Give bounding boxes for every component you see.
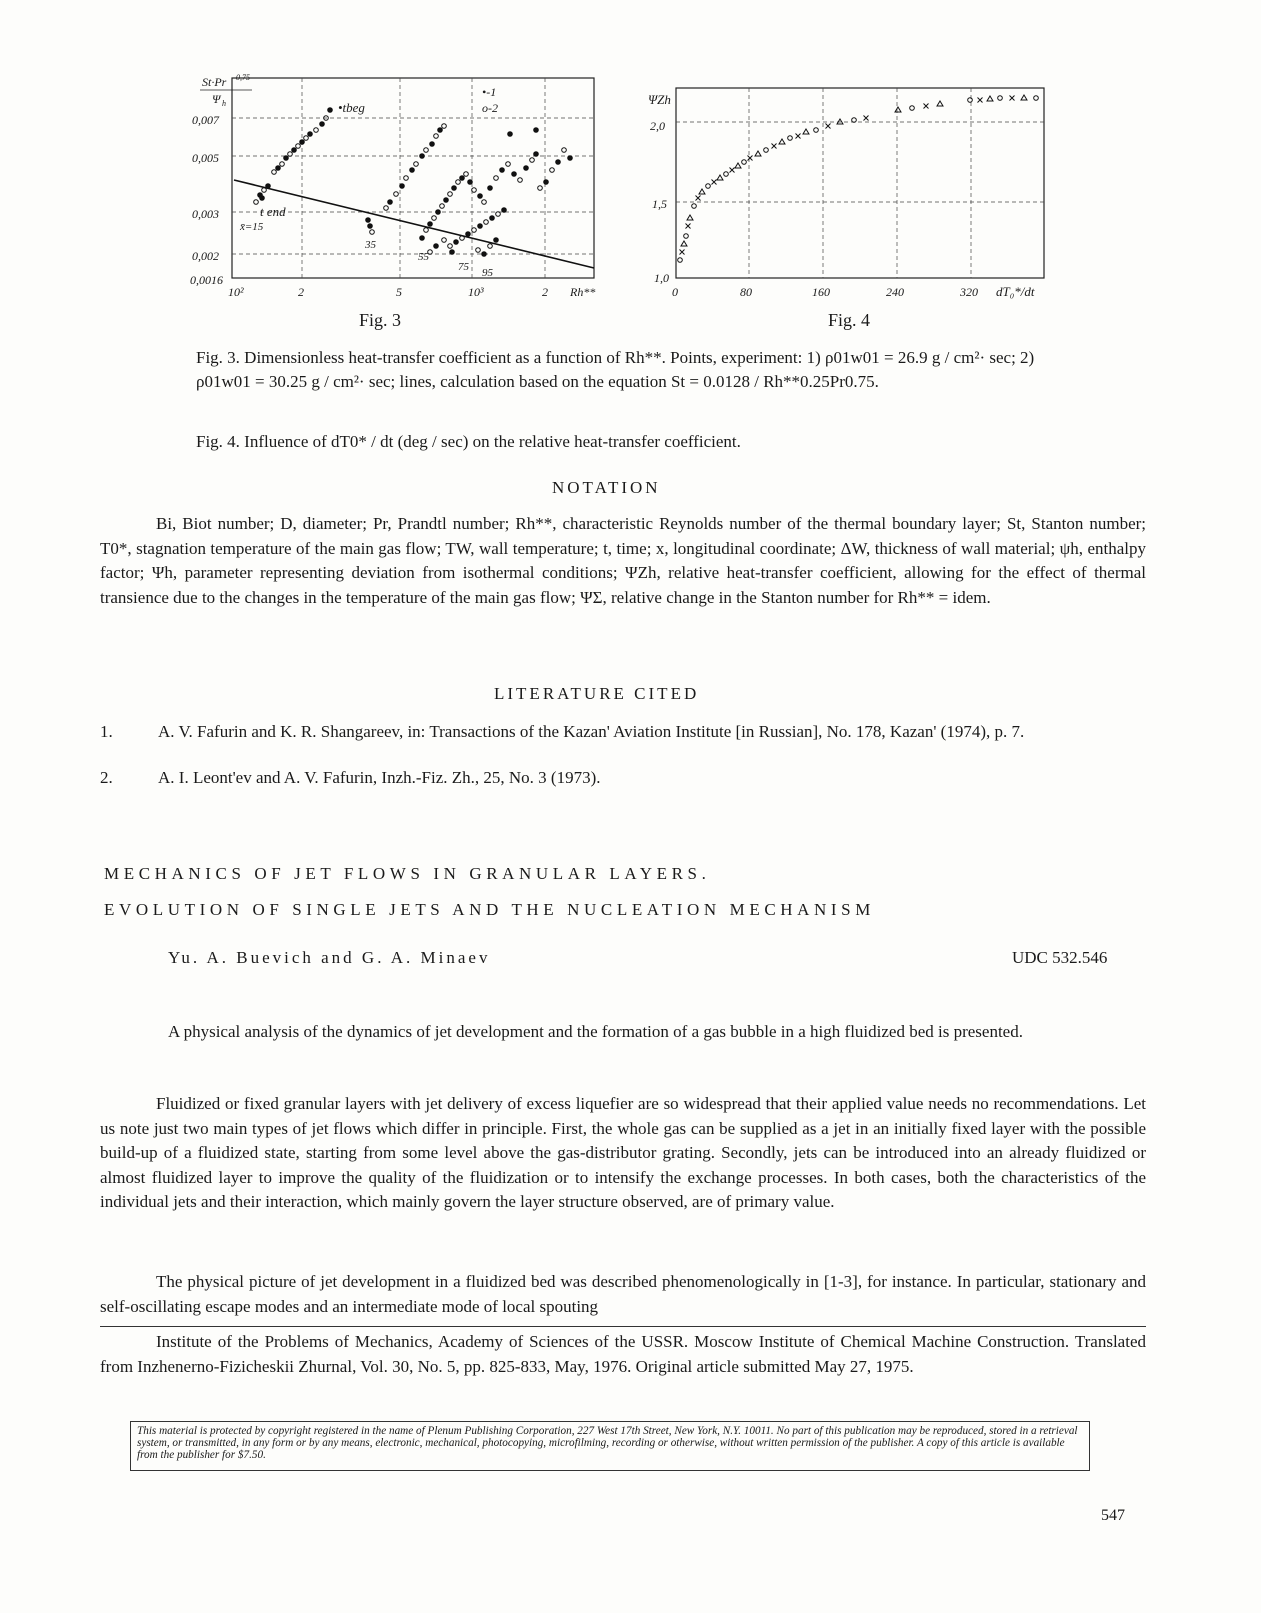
fig3-point: [496, 212, 501, 217]
fig3-scatter: [254, 108, 573, 257]
fig3-point: [468, 180, 473, 185]
fig3-ytick-4: 0,0016: [190, 273, 223, 287]
article-paragraph-2: The physical picture of jet development in a fluidized bed was described phenomenologically in [1-3], for instance. In particular, stationary and self-oscillating escape modes and an intermediate mode of local spouting: [100, 1272, 1146, 1316]
fig3-point: [384, 206, 389, 211]
fig4-ylabel: ΨZh: [648, 92, 671, 107]
fig3-point: [288, 152, 293, 157]
article-abstract: A physical analysis of the dynamics of jet development and the formation of a gas bubble in a high fluidized bed is presented.: [168, 1022, 1023, 1041]
fig3-xtick-1: 2: [298, 285, 304, 299]
fig4-xtick-4: 320: [960, 285, 978, 299]
fig3-point: [284, 156, 289, 161]
fig3-point: [320, 122, 325, 127]
fig3-legend-1: •-1: [482, 85, 497, 99]
fig4-point: [735, 163, 741, 168]
fig3-point: [488, 186, 493, 191]
fig3-point: [544, 180, 549, 185]
fig3-point: [478, 224, 483, 229]
fig4-point: [788, 136, 793, 141]
fig3-point: [508, 132, 513, 137]
fig3-xtick-4: 2: [542, 285, 548, 299]
fig3-point: [370, 230, 375, 235]
fig3-point: [530, 158, 535, 163]
fig3-xeq: x̄=15: [240, 221, 264, 233]
fig3-tend: t end: [260, 204, 286, 219]
fig3-point: [538, 186, 543, 191]
fig3-point: [280, 162, 285, 167]
fig3-point: [500, 168, 505, 173]
fig4-point: [755, 151, 761, 156]
literature-heading: LITERATURE CITED: [494, 684, 700, 703]
fig3-point: [534, 128, 539, 133]
fig4-ytick-0: 2,0: [650, 119, 665, 133]
fig3-point: [568, 156, 573, 161]
fig3-point: [436, 210, 441, 215]
copyright-notice: This material is protected by copyright registered in the name of Plenum Publishing Corporation, 227 West 17th Street, New York, N.Y. 10011. No part of this publication may be reproduced, stored in a retrieval system, or transmitted, in any form or by any means, electronic, mechanical, photocopying, microfilming, recording or otherwise, without written permission of the publisher. A copy of this article is available from the publisher for $7.50.: [130, 1421, 1090, 1471]
fig3-point: [314, 128, 319, 133]
fig3-point: [440, 204, 445, 209]
fig3-xtick-5: Rh**: [570, 285, 596, 299]
fig3-point: [430, 142, 435, 147]
fig4-point: [686, 224, 691, 229]
fig3-point: [266, 184, 271, 189]
fig3-point: [272, 170, 277, 175]
page-number: 547: [1101, 1507, 1125, 1524]
fig3-point: [438, 128, 443, 133]
fig3-point: [424, 228, 429, 233]
fig4-point: [864, 116, 869, 121]
reference-2-number: 2.: [100, 768, 113, 787]
fig3-point: [454, 240, 459, 245]
fig3-point: [482, 252, 487, 257]
figure-3-caption: Fig. 3. Dimensionless heat-transfer coefficient as a function of Rh**. Points, experiment: 1) ρ01w01 = 26.9 g / cm²· sec; 2) ρ01w01 = 30.25 g / cm²· sec; lines, calculation based on the equation St = 0.0128 / Rh**0.25Pr0.75.: [196, 348, 1035, 391]
fig4-point: [681, 241, 687, 246]
fig3-point: [428, 222, 433, 227]
fig3-point: [484, 220, 489, 225]
fig3-xtick-2: 5: [396, 285, 402, 299]
fig3-point: [494, 238, 499, 243]
fig4-point: [1010, 96, 1015, 101]
fig3-point: [276, 166, 281, 171]
fig3-point: [550, 168, 555, 173]
svg-text:h: h: [222, 99, 226, 108]
fig4-point: [968, 98, 973, 103]
fig3-point: [442, 124, 447, 129]
reference-2: [100, 766, 1146, 790]
fig4-point: [692, 204, 697, 209]
fig3-label-75: 75: [458, 261, 469, 273]
fig3-point: [442, 238, 447, 243]
fig3-point: [472, 188, 477, 193]
fig4-point: [910, 106, 915, 111]
fig3-point: [368, 224, 373, 229]
fig3-point: [400, 184, 405, 189]
fig3-point: [450, 250, 455, 255]
fig3-point: [260, 196, 265, 201]
fig3-point: [448, 244, 453, 249]
fig3-point: [524, 166, 529, 171]
fig3-ytick-0: 0,007: [192, 113, 219, 127]
fig3-label-35: 35: [365, 239, 376, 251]
fig4-point: [748, 156, 753, 161]
fig4-point: [937, 101, 943, 106]
fig3-point: [388, 200, 393, 205]
fig4-point: [852, 118, 857, 123]
reference-2-text: A. I. Leont'ev and A. V. Fafurin, Inzh.-Fiz. Zh., 25, No. 3 (1973).: [158, 768, 601, 787]
fig4-point: [706, 184, 711, 189]
fig3-ytick-1: 0,005: [192, 151, 219, 165]
fig3-point: [494, 176, 499, 181]
fig3-point: [452, 186, 457, 191]
fig4-point: [772, 144, 777, 149]
figure-4: [640, 80, 1060, 315]
article-title-line-1: MECHANICS OF JET FLOWS IN GRANULAR LAYERS.: [104, 864, 711, 883]
fig3-point: [292, 148, 297, 153]
fig4-scatter: [678, 95, 1039, 262]
fig4-point: [1034, 96, 1039, 101]
fig4-point: [712, 180, 717, 185]
fig3-point: [304, 136, 309, 141]
fig3-point: [308, 132, 313, 137]
fig3-point: [420, 154, 425, 159]
fig3-point: [464, 172, 469, 177]
fig4-point: [779, 139, 785, 144]
fig4-point: [730, 168, 735, 173]
fig4-point: [696, 196, 701, 201]
fig4-xtick-2: 160: [812, 285, 830, 299]
fig4-point: [742, 160, 747, 165]
fig4-point: [837, 119, 843, 124]
fig4-point: [678, 258, 683, 263]
fig3-point: [296, 144, 301, 149]
figure-3: [190, 70, 610, 315]
fig3-point: [490, 216, 495, 221]
figure-4-label: Fig. 4: [828, 310, 871, 330]
reference-1: [100, 720, 1146, 768]
fig4-point: [978, 98, 983, 103]
fig3-point: [506, 162, 511, 167]
svg-text:0,75: 0,75: [236, 73, 250, 82]
fig3-point: [556, 160, 561, 165]
fig4-point: [699, 189, 705, 194]
fig3-ylabel-top: St·Pr: [202, 75, 227, 89]
fig3-point: [456, 180, 461, 185]
figure-3-plot: [190, 70, 610, 310]
fig4-point: [998, 96, 1003, 101]
article-title-line-2: EVOLUTION OF SINGLE JETS AND THE NUCLEATION MECHANISM: [104, 900, 875, 919]
fig3-point: [478, 194, 483, 199]
fig3-point: [448, 192, 453, 197]
fig3-point: [394, 192, 399, 197]
fig4-xtick-1: 80: [740, 285, 752, 299]
fig3-point: [254, 200, 259, 205]
fig3-point: [328, 108, 333, 113]
fig3-label-55: 55: [418, 251, 429, 263]
figure-3-label: Fig. 3: [359, 310, 402, 330]
fig4-xtick-5: dT₀*/dt: [996, 284, 1035, 299]
fig3-point: [262, 188, 267, 193]
fig3-point: [424, 148, 429, 153]
fig3-point: [518, 178, 523, 183]
fig4-ytick-1: 1,5: [652, 197, 667, 211]
figure-4-plot: [640, 80, 1060, 310]
fig3-xtick-0: 10²: [228, 285, 244, 299]
fig4-point: [680, 250, 685, 255]
reference-1-text: A. V. Fafurin and K. R. Shangareev, in: Transactions of the Kazan' Aviation Institute [in Russian], No. 178, Kazan' (1974), p. 7.: [158, 722, 1025, 741]
fig4-xtick-3: 240: [886, 285, 904, 299]
fig3-point: [472, 228, 477, 233]
footnote: Institute of the Problems of Mechanics, Academy of Sciences of the USSR. Moscow Institute of Chemical Machine Construction. Translated from Inzhenerno-Fizicheskii Zhurnal, Vol. 30, No. 5, pp. 825-833, May, 1976. Original article submitted May 27, 1975.: [100, 1332, 1146, 1376]
fig4-point: [1021, 95, 1027, 100]
article-paragraph-1: Fluidized or fixed granular layers with jet delivery of excess liquefier are so widespread that their applied value needs no recommendations. Let us note just two main types of jet flows which differ in principle. First, the whole gas can be supplied as a jet in an initially fixed layer with the possible build-up of a fluidized state, starting from some level above the gas-distributor grating. Secondly, jets can be introduced into an already fluidized or almost fluidized layer to improve the quality of the fluidization or to intensify the exchange processes. In both cases, both the characteristics of the individual jets and their interaction, which mainly govern the layer structure observed, are of primary value.: [100, 1094, 1146, 1211]
fig3-ytick-2: 0,003: [192, 207, 219, 221]
fig4-point: [724, 172, 729, 177]
article-udc: UDC 532.546: [1012, 948, 1108, 967]
figure-4-caption: Fig. 4. Influence of dT0* / dt (deg / sec) on the relative heat-transfer coefficient.: [196, 432, 741, 451]
article-authors: Yu. A. Buevich and G. A. Minaev: [168, 948, 491, 967]
svg-text:Ψ: Ψ: [212, 92, 221, 106]
fig3-point: [300, 140, 305, 145]
fig4-point: [924, 104, 929, 109]
fig4-point: [987, 96, 993, 101]
fig3-legend-2: o-2: [482, 101, 498, 115]
fig3-point: [466, 232, 471, 237]
fig4-xtick-0: 0: [672, 285, 678, 299]
fig4-point: [684, 234, 689, 239]
fig3-point: [420, 236, 425, 241]
fig3-label-95: 95: [482, 267, 493, 279]
fig4-point: [687, 215, 693, 220]
calculation-line: [234, 180, 594, 268]
fig3-tbeg: •tbeg: [338, 100, 365, 115]
fig4-point: [717, 175, 723, 180]
fig3-point: [460, 176, 465, 181]
fig3-ytick-3: 0,002: [192, 249, 219, 263]
fig4-point: [796, 134, 801, 139]
fig3-point: [404, 176, 409, 181]
fig4-point: [764, 148, 769, 153]
fig3-point: [482, 200, 487, 205]
fig3-xtick-3: 10³: [468, 285, 484, 299]
fig3-point: [410, 168, 415, 173]
fig3-point: [434, 134, 439, 139]
fig4-point: [814, 128, 819, 133]
fig3-point: [562, 148, 567, 153]
fig4-point: [895, 107, 901, 112]
fig3-point: [488, 244, 493, 249]
fig3-point: [534, 152, 539, 157]
fig3-point: [366, 218, 371, 223]
fig3-point: [512, 172, 517, 177]
fig3-point: [476, 248, 481, 253]
fig4-ytick-2: 1,0: [654, 271, 669, 285]
fig4-point: [803, 129, 809, 134]
notation-heading: NOTATION: [552, 478, 661, 497]
fig3-point: [414, 162, 419, 167]
fig3-point: [444, 198, 449, 203]
fig3-point: [434, 244, 439, 249]
fig3-point: [502, 208, 507, 213]
reference-1-number: 1.: [100, 722, 113, 741]
fig3-point: [432, 216, 437, 221]
fig4-point: [826, 124, 831, 129]
footnote-rule: [100, 1326, 1146, 1327]
notation-text: Bi, Biot number; D, diameter; Pr, Prandtl number; Rh**, characteristic Reynolds number of the thermal boundary layer; St, Stanton number; T0*, stagnation temperature of the main gas flow; TW, wall temperature; t, time; x, longitudinal coordinate; ΔW, thickness of wall material; ψh, enthalpy factor; Ψh, parameter representing deviation from isothermal conditions; ΨZh, relative heat-transfer coefficient, allowing for the effect of thermal transience due to the changes in the temperature of the main gas flow; ΨΣ, relative change in the Stanton number for Rh** = idem.: [100, 514, 1146, 607]
